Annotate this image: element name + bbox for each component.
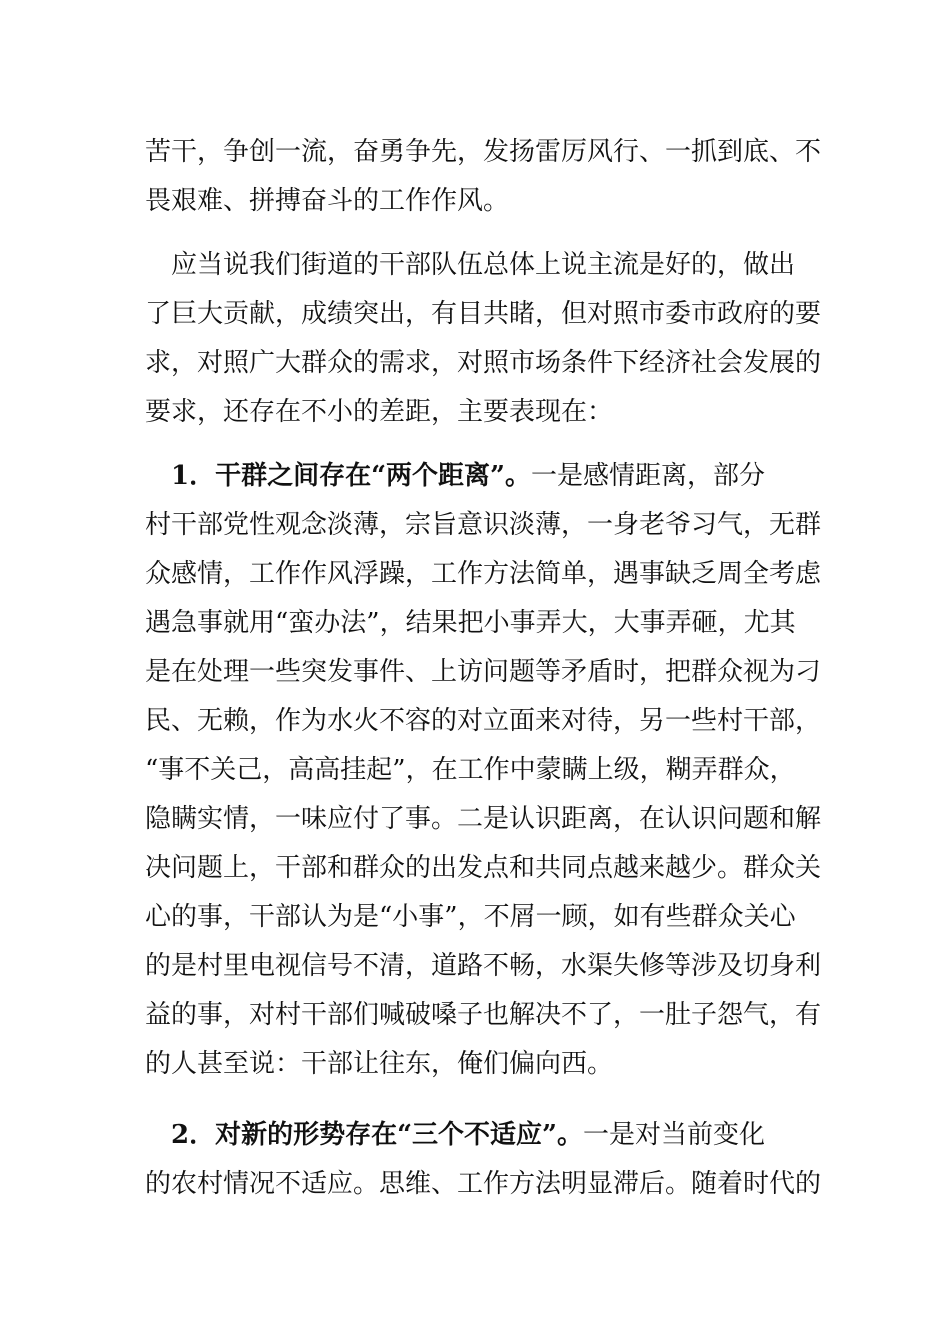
section-heading: 2．对新的形势存在“三个不适应”。	[145, 1120, 584, 1150]
text-line: 的是村里电视信号不清，道路不畅，水渠失修等涉及切身利	[145, 951, 822, 981]
text-line: 了巨大贡献，成绩突出，有目共睹，但对照市委市政府的要	[145, 299, 822, 329]
text-line: 是在处理一些突发事件、上访问题等矛盾时，把群众视为刁	[145, 657, 822, 687]
text-line-tail: 一是对当前变化	[583, 1120, 766, 1150]
text-line: 心的事，干部认为是“小事”，不屑一顾，如有些群众关心	[145, 902, 796, 932]
text-line: 要求，还存在不小的差距，主要表现在：	[145, 397, 614, 427]
text-line: 民、无赖，作为水火不容的对立面来对待，另一些村干部，	[145, 706, 822, 736]
text-line-with-heading	[145, 452, 810, 501]
text-line: 畏艰难、拼搏奋斗的工作作风。	[145, 186, 510, 216]
paragraph	[145, 1111, 822, 1209]
text-line: 苦干，争创一流，奋勇争先，发扬雷厉风行、一抓到底、不	[145, 137, 822, 167]
text-line: “事不关己，高高挂起”，在工作中蒙瞒上级，糊弄群众，	[145, 755, 796, 785]
text-line-tail: 一是感情距离，部分	[531, 461, 766, 491]
section-heading: 1．干群之间存在“两个距离”。	[145, 461, 532, 491]
paragraph	[145, 452, 822, 1089]
text-line: 的农村情况不适应。思维、工作方法明显滞后。随着时代的	[145, 1169, 822, 1199]
paragraph	[145, 128, 822, 226]
text-line: 的人甚至说：干部让往东，俺们偏向西。	[145, 1049, 614, 1079]
text-line: 益的事，对村干部们喊破嗓子也解决不了，一肚子怨气，有	[145, 1000, 822, 1030]
text-line: 决问题上，干部和群众的出发点和共同点越来越少。群众关	[145, 853, 822, 883]
text-line: 村干部党性观念淡薄，宗旨意识淡薄，一身老爷习气，无群	[145, 510, 822, 540]
text-line: 众感情，工作作风浮躁，工作方法简单，遇事缺乏周全考虑	[145, 559, 822, 589]
text-line: 遇急事就用“蛮办法”，结果把小事弄大，大事弄砸，尤其	[145, 608, 796, 638]
text-line: 求，对照广大群众的需求，对照市场条件下经济社会发展的	[145, 348, 822, 378]
text-line: 应当说我们街道的干部队伍总体上说主流是好的，做出	[145, 250, 796, 280]
text-line: 隐瞒实情，一味应付了事。二是认识距离，在认识问题和解	[145, 804, 822, 834]
text-line-with-heading	[145, 1111, 810, 1160]
paragraph	[145, 241, 822, 437]
